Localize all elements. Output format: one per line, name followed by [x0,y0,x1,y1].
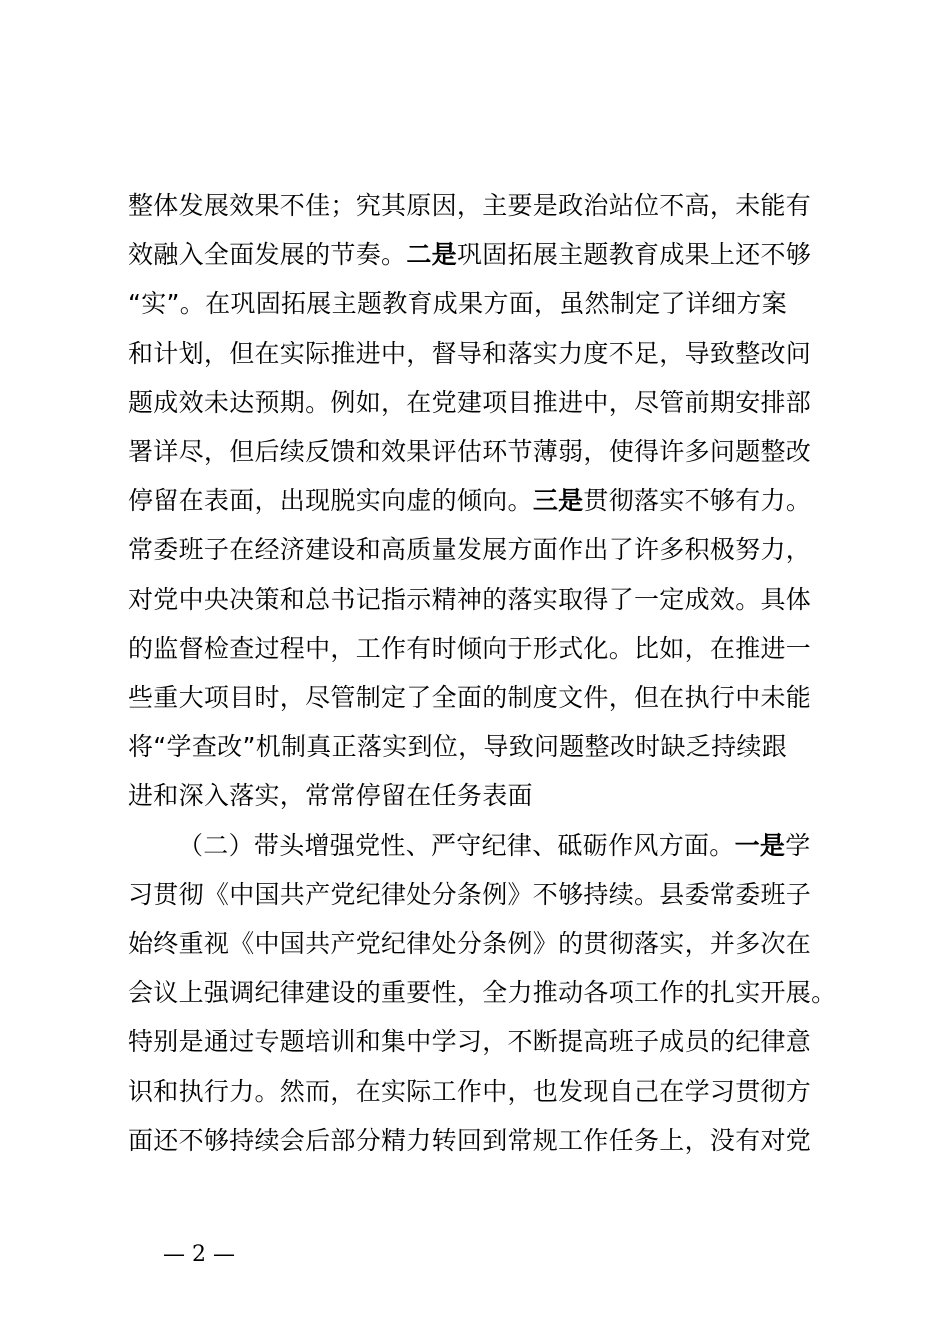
text-run: 将“学查改”机制真正落实到位，导致问题整改时缺乏持续跟 [128,732,788,762]
text-run: 巩固拓展主题教育成果上还不够 [456,240,812,270]
text-run: 面还不够持续会后部分精力转回到常规工作任务上，没有对党 [128,1125,812,1155]
text-run: （二）带头增强党性、严守纪律、砥砺作风方面。 [178,830,735,860]
text-line [128,871,838,919]
page-number: — 2 — [163,1242,235,1267]
text-run: 贯彻落实不够有力。 [583,486,812,516]
text-line [128,379,838,427]
text-run: 些重大项目时，尽管制定了全面的制度文件，但在执行中未能 [128,683,812,712]
text-line [128,428,838,476]
text-line [128,625,838,673]
text-run: 特别是通过专题培训和集中学习，不断提高班子成员的纪律意 [128,1027,812,1057]
text-line [128,920,838,968]
text-run: 习贯彻《中国共产党纪律处分条例》不够持续。县委常委班子 [128,879,812,909]
text-line [128,477,838,525]
text-line [128,576,838,624]
bold-marker: 二是 [406,240,457,270]
text-line [128,969,838,1017]
text-run: 进和深入落实，常常停留在任务表面 [128,781,533,811]
text-line [128,1068,838,1116]
text-run: 署详尽，但后续反馈和效果评估环节薄弱，使得许多问题整改 [128,437,812,466]
text-run: 对党中央决策和总书记指示精神的落实取得了一定成效。具体 [128,584,812,614]
bold-marker: 三是 [532,486,584,516]
text-run: 始终重视《中国共产党纪律处分条例》的贯彻落实，并多次在 [128,929,812,958]
text-run: 会议上强调纪律建设的重要性，全力推动各项工作的扎实开展。 [128,978,837,1008]
bold-marker: 一是 [734,830,786,860]
text-line [128,723,838,771]
text-line [128,674,838,722]
text-run: 效融入全面发展的节奏。 [128,240,407,270]
text-run: 学 [785,830,811,860]
text-line [128,182,838,230]
text-run: 和计划，但在实际推进中，督导和落实力度不足，导致整改问 [128,338,812,368]
text-line [178,822,838,870]
text-run: 停留在表面，出现脱实向虚的倾向。 [128,486,533,516]
text-run: 题成效未达预期。例如，在党建项目推进中，尽管前期安排部 [128,387,812,417]
text-line [128,1117,838,1165]
text-line [128,526,838,574]
text-run: “实”。在巩固拓展主题教育成果方面，虽然制定了详细方案 [128,289,788,319]
text-run: 常委班子在经济建设和高质量发展方面作出了许多积极努力， [128,535,812,565]
text-line [128,280,838,328]
text-run: 识和执行力。然而，在实际工作中，也发现自己在学习贯彻方 [128,1076,812,1106]
text-line [128,231,838,279]
text-run: 的监督检查过程中，工作有时倾向于形式化。比如，在推进一 [128,633,812,663]
text-run: 整体发展效果不佳；究其原因，主要是政治站位不高，未能有 [128,191,812,220]
text-line [128,772,838,820]
text-line [128,1018,838,1066]
text-line [128,330,838,378]
